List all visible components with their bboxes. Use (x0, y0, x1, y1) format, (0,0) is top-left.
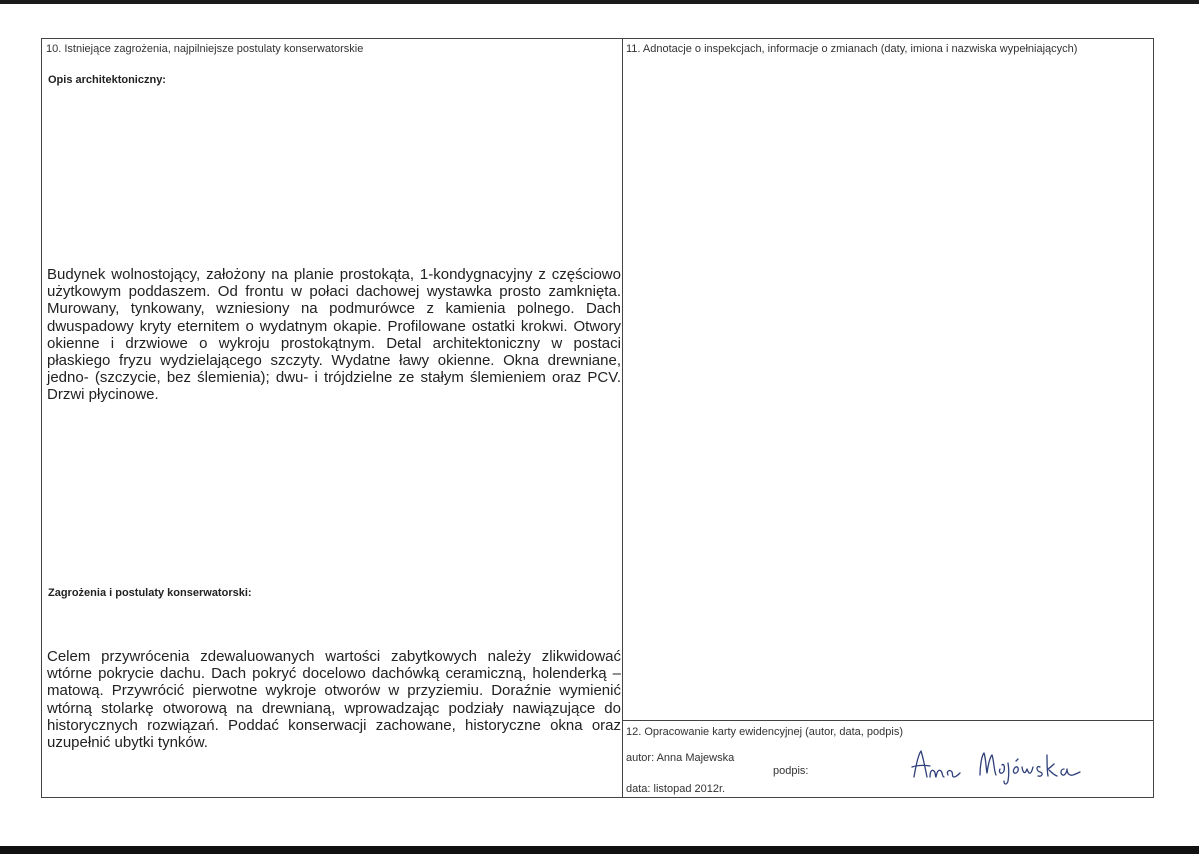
threats-title: Zagrożenia i postulaty konserwatorski: (48, 587, 252, 599)
section12-header: 12. Opracowanie karty ewidencyjnej (autor, data, podpis) (626, 726, 903, 738)
author-line: autor: Anna Majewska (626, 752, 735, 764)
section10-header: 10. Istniejące zagrożenia, najpilniejsze postulaty konserwatorskie (46, 43, 364, 55)
signature-label: podpis: (773, 765, 809, 777)
date-line: data: listopad 2012r. (626, 783, 726, 795)
section12-divider (622, 720, 1154, 721)
scan-top-edge (0, 0, 1199, 4)
arch-description-title: Opis architektoniczny: (48, 74, 166, 86)
arch-description-text: Budynek wolnostojący, założony na planie prostokąta, 1-kondygnacyjny z częściowo użytkowym poddaszem. Od frontu w połaci dachowej wystawka prosto zamknięta. Murowany, tynkowany, wzniesiony na podmurówce z kamienia polnego. Dach dwuspadowy kryty eternitem o wydatnym okapie. Profilowane ostatki krokwi. Otwory okienne i drzwiowe o wykroju prostokątnym. Detal architektoniczny w postaci płaskiego fryzu wydzielającego szczyty. Wydatne ławy okienne. Okna drewniane, jedno- (szczycie, bez ślemienia); dwu- i trójdzielne ze stałym ślemieniem oraz PCV. Drzwi płycinowe. (47, 266, 621, 404)
column-divider (622, 38, 623, 798)
threats-text: Celem przywrócenia zdewaluowanych wartości zabytkowych należy zlikwidować wtórne pokrycie dachu. Dach pokryć docelowo dachówką ceramiczną, holenderką – matową. Przywrócić pierwotne wykroje otworów w przyziemiu. Doraźnie wymienić wtórną stolarkę otworową na drewnianą, wprowadzając podziały nawiązujące do historycznych rozwiązań. Poddać konserwacji zachowane, historyczne okna oraz uzupełnić ubytki tynków. (47, 648, 621, 752)
handwritten-signature (908, 745, 1088, 787)
scan-bottom-edge (0, 846, 1199, 854)
section11-header: 11. Adnotacje o inspekcjach, informacje o zmianach (daty, imiona i nazwiska wypełniających) (626, 43, 1078, 55)
